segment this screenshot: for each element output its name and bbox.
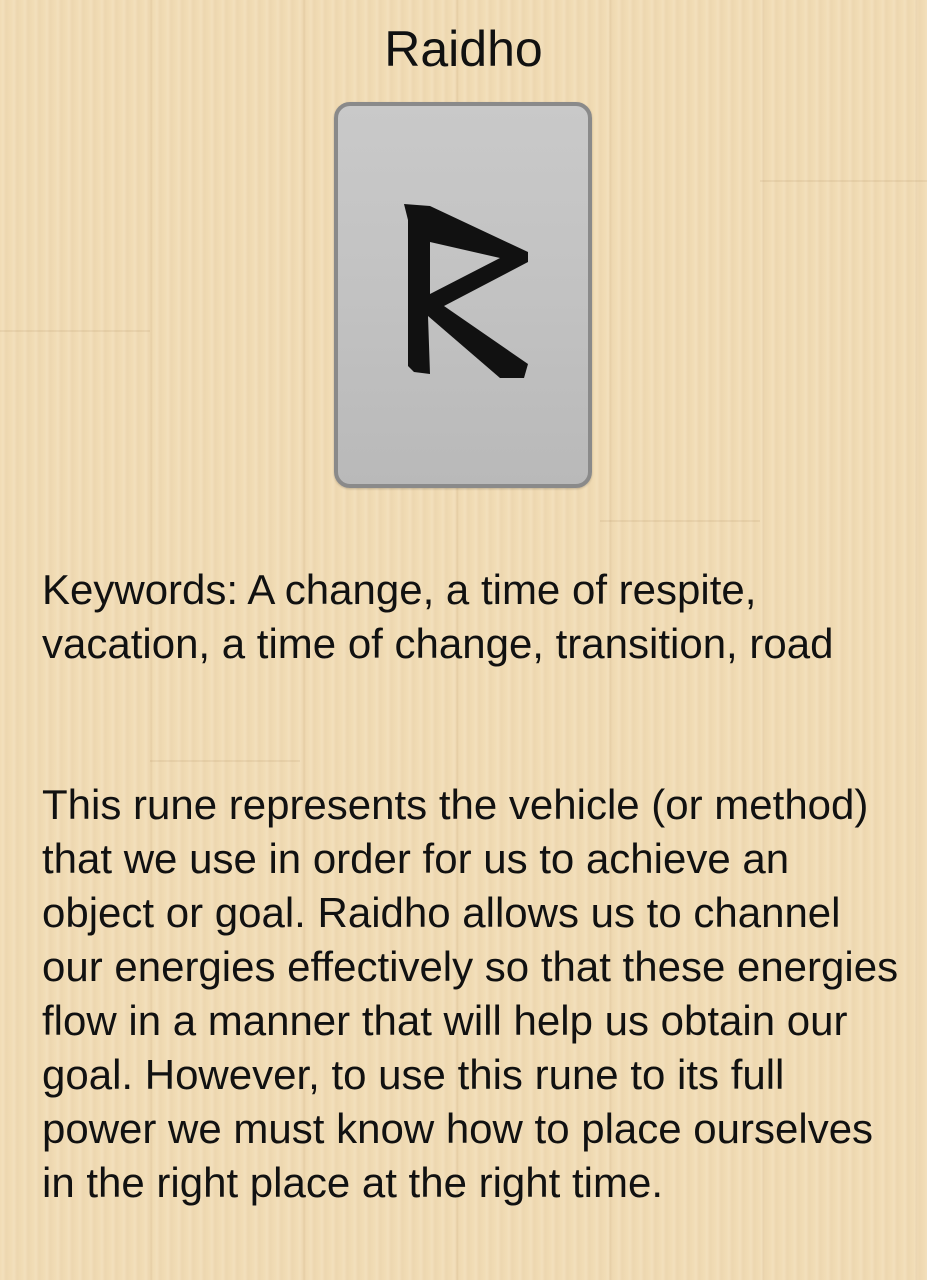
raidho-rune-icon xyxy=(400,202,530,392)
rune-card xyxy=(334,102,592,488)
wood-grain-seam xyxy=(760,180,927,182)
rune-description: This rune represents the vehicle (or method) that we use in order for us to achieve an object or goal. Raidho allows us to channel our energies effectively so that these energies flow in a manner that will help us obtain our goal. However, to use this rune to its full power we must know how to place ourselves in the right place at the right time. xyxy=(42,781,899,1206)
wood-grain-seam xyxy=(0,330,150,332)
rune-keywords: Keywords: A change, a time of respite, vacation, a time of change, transition, road xyxy=(42,566,834,667)
wood-grain-seam xyxy=(150,760,300,762)
rune-title: Raidho xyxy=(384,21,543,77)
wood-grain-seam xyxy=(600,520,760,522)
